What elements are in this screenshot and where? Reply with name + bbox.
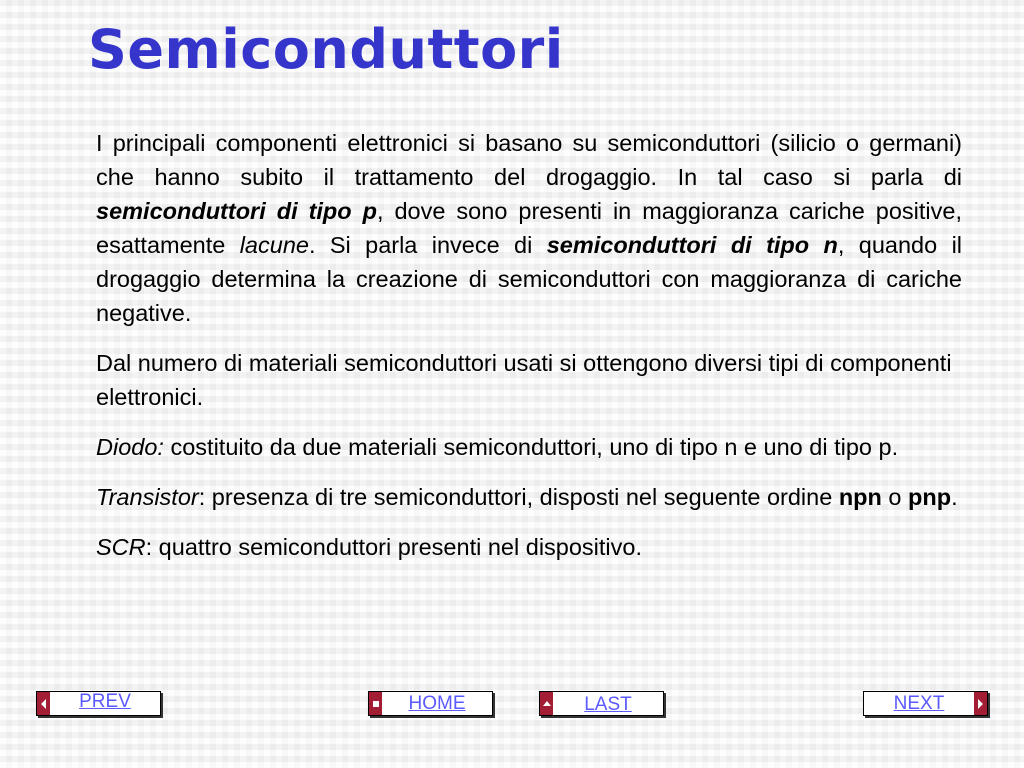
home-square-icon (369, 692, 382, 715)
term-lacune: lacune (239, 232, 309, 258)
term-diodo: Diodo: (96, 434, 164, 460)
next-button[interactable] (863, 691, 988, 716)
last-arrow-up-icon (540, 692, 553, 715)
transistor-text: : presenza di tre semiconduttori, disposti nel seguente ordine (198, 484, 839, 510)
transistor-mid: o (881, 484, 909, 510)
term-transistor: Transistor (96, 484, 199, 510)
intro-text-2: , dove sono presenti in maggioranza cariche positive, esattamente (96, 198, 963, 258)
page-title: Semiconduttori (88, 18, 564, 81)
paragraph-materials: Dal numero di materiali semiconduttori usati si ottengono diversi tipi di componenti elettronici. (96, 350, 952, 410)
intro-text-3: . Si parla invece di (308, 232, 547, 258)
intro-text-4: , quando il drogaggio determina la creazione di semiconduttori con maggioranza di cariche negative. (96, 232, 963, 326)
paragraph-diodo (96, 430, 962, 464)
term-tipo-n: semiconduttori di tipo n (546, 232, 838, 258)
home-label: HOME (408, 693, 466, 714)
term-scr: SCR (96, 534, 146, 560)
paragraph-intro (96, 126, 962, 330)
term-pnp: pnp (908, 484, 952, 510)
last-label: LAST (584, 694, 632, 715)
home-button[interactable] (368, 691, 493, 716)
slide-body (96, 126, 962, 580)
term-npn: npn (838, 484, 882, 510)
scr-text: : quattro semiconduttori presenti nel dispositivo. (145, 534, 642, 560)
intro-text-1: I principali componenti elettronici si basano su semiconduttori (silicio o germani) che hanno subito il trattamento del drogaggio. In tal caso si parla di (96, 130, 962, 190)
term-tipo-p: semiconduttori di tipo p (96, 198, 377, 224)
next-arrow-icon (974, 692, 987, 715)
transistor-end: . (951, 484, 958, 510)
paragraph-scr (96, 530, 962, 564)
paragraph-transistor (96, 480, 962, 514)
prev-label: PREV (79, 691, 131, 712)
next-label: NEXT (893, 693, 945, 714)
prev-button[interactable] (36, 691, 161, 716)
prev-arrow-icon (37, 692, 50, 715)
diodo-text: costituito da due materiali semiconduttori, uno di tipo n e uno di tipo p. (163, 434, 899, 460)
last-button[interactable] (539, 691, 664, 716)
